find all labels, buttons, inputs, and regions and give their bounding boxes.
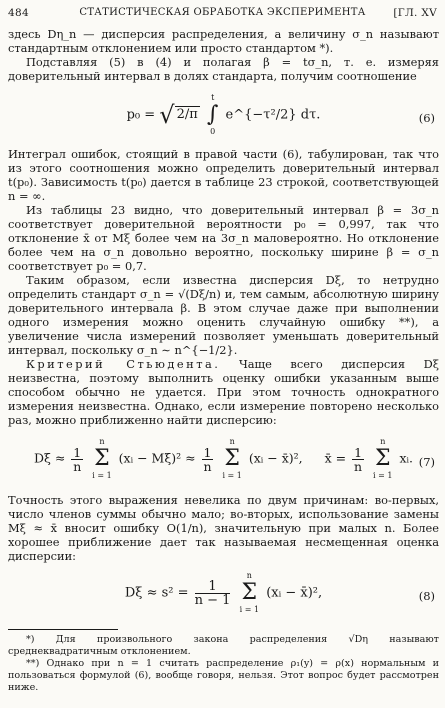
- paragraph-1: здесь Dη_n — дисперсия распределения, а величину σ_n называют стандартным отклонением или просто стандартом *).: [8, 27, 439, 55]
- integral-lower-limit: 0: [210, 127, 216, 136]
- page-body: [8, 27, 439, 694]
- sigma-icon: Σ: [224, 446, 240, 471]
- eq6-integrand: e^{−τ²/2} dτ.: [225, 107, 321, 123]
- eq6-lhs: p₀ =: [126, 107, 160, 123]
- integral-upper-limit: t: [211, 93, 215, 102]
- paragraph-5: Таким образом, если известна дисперсия Dξ, то нетрудно определить стандарт σ_n = √(Dξ/n) и, тем самым, абсолютную ширину доверительного интервала β. В этом случае даже при выполнении одного измерения можно оценить случайную ошибку **), а увеличение числа измерений позволяет уменьшать доверительный интервал, поскольку σ_n ∼ n^{−1/2}.: [8, 273, 439, 357]
- eq7-term-1: (xᵢ − Mξ)² ≈: [118, 450, 200, 466]
- running-header: [8, 7, 437, 21]
- paragraph-6-text: Чаще всего дисперсия Dξ неизвестна, поэтому выполнить оценку ошибки указанным выше способом обычно не удается. При этом точность однократного измерения неизвестна. Однако, если измерение повторено несколько раз, можно приближенно найти дисперсию:: [8, 357, 439, 427]
- eq6-radicand: 2/π: [176, 107, 198, 122]
- eq7-frac-2: $\frac{1}{n}$: [203, 444, 212, 474]
- eq7-number: (7): [418, 455, 435, 469]
- integral-icon: ∫: [206, 102, 219, 127]
- eq8-lhs: Dξ ≈ s² =: [124, 585, 193, 601]
- paragraph-6: [8, 357, 439, 427]
- equation-8: [8, 567, 439, 625]
- footnote-1: *) Для произвольного закона распределения √Dη называют среднеквадратичным отклонением.: [8, 634, 439, 657]
- eq8-term: (xᵢ − x̄)²,: [266, 585, 323, 601]
- eq7-lhs: Dξ ≈: [33, 450, 70, 466]
- paragraph-2: Подставляя (5) в (4) и полагая β = tσ_n, т. е. измеряя доверительный интервал в долях стандарта, получим соотношение: [8, 55, 439, 83]
- sum-sign-4: n Σ i = 1: [239, 571, 260, 614]
- eq7-xbar: x̄ =: [324, 450, 351, 466]
- eq7-frac-1: $\frac{1}{n}$: [73, 444, 82, 474]
- equation-7: [8, 431, 439, 493]
- sigma-icon: Σ: [94, 446, 110, 471]
- eq7-term-2: (xᵢ − x̄)²,: [248, 450, 303, 466]
- sum-sign-1: n Σ i = 1: [92, 437, 112, 480]
- eq6-number: (6): [418, 111, 435, 125]
- eq7-term-3: xᵢ.: [399, 450, 414, 466]
- sum-sign-2: n Σ i = 1: [222, 437, 242, 480]
- student-criterion-heading: Критерий Стьюдента.: [26, 357, 221, 371]
- chapter-label: [ГЛ. XV: [393, 7, 437, 19]
- sum-sign-3: n Σ i = 1: [373, 437, 393, 480]
- integral-sign: [207, 93, 218, 137]
- paragraph-7: Точность этого выражения невелика по двум причинам: во-первых, число членов суммы обычно мало; во-вторых, использование замены Mξ ≈ x̄ вносит ошибку O(1/n), значительную при малых n. Более хорошее приближение дает так называемая несмещенная оценка дисперсии:: [8, 493, 439, 563]
- running-title: СТАТИСТИЧЕСКАЯ ОБРАБОТКА ЭКСПЕРИМЕНТА: [79, 7, 366, 18]
- eq8-frac: $\frac{1}{n - 1}$: [194, 578, 231, 608]
- sqrt-sign-icon: √: [159, 101, 175, 129]
- sigma-icon: Σ: [374, 446, 391, 471]
- paragraph-4: Из таблицы 23 видно, что доверительный интервал β = 3σ_n соответствует доверительной вероятности p₀ = 0,997, так что отклонение x̄ от Mξ более чем на 3σ_n маловероятно. Но отклонение более чем на σ_n довольно вероятно, поскольку ширине β = σ_n соответствует p₀ = 0,7.: [8, 203, 439, 273]
- eq7-frac-3: $\frac{1}{n}$: [354, 444, 363, 474]
- equation-6: [8, 89, 439, 147]
- paragraph-3: Интеграл ошибок, стоящий в правой части (6), табулирован, так что из этого соотношения можно определить доверительный интервал t(p₀). Зависимость t(p₀) дается в таблице 23 строкой, соответствующей n = ∞.: [8, 147, 439, 203]
- page-number: 484: [8, 7, 29, 19]
- footnote-2: **) Однако при n = 1 считать распределение ρ₁(y) = ρ(x) нормальным и пользоваться формулой (6), вообще говоря, нельзя. Этот вопрос будет рассмотрен ниже.: [8, 658, 439, 693]
- footnote-divider: [8, 629, 118, 630]
- footnotes: [8, 634, 439, 694]
- sigma-icon: Σ: [241, 580, 258, 605]
- eq8-number: (8): [418, 589, 435, 603]
